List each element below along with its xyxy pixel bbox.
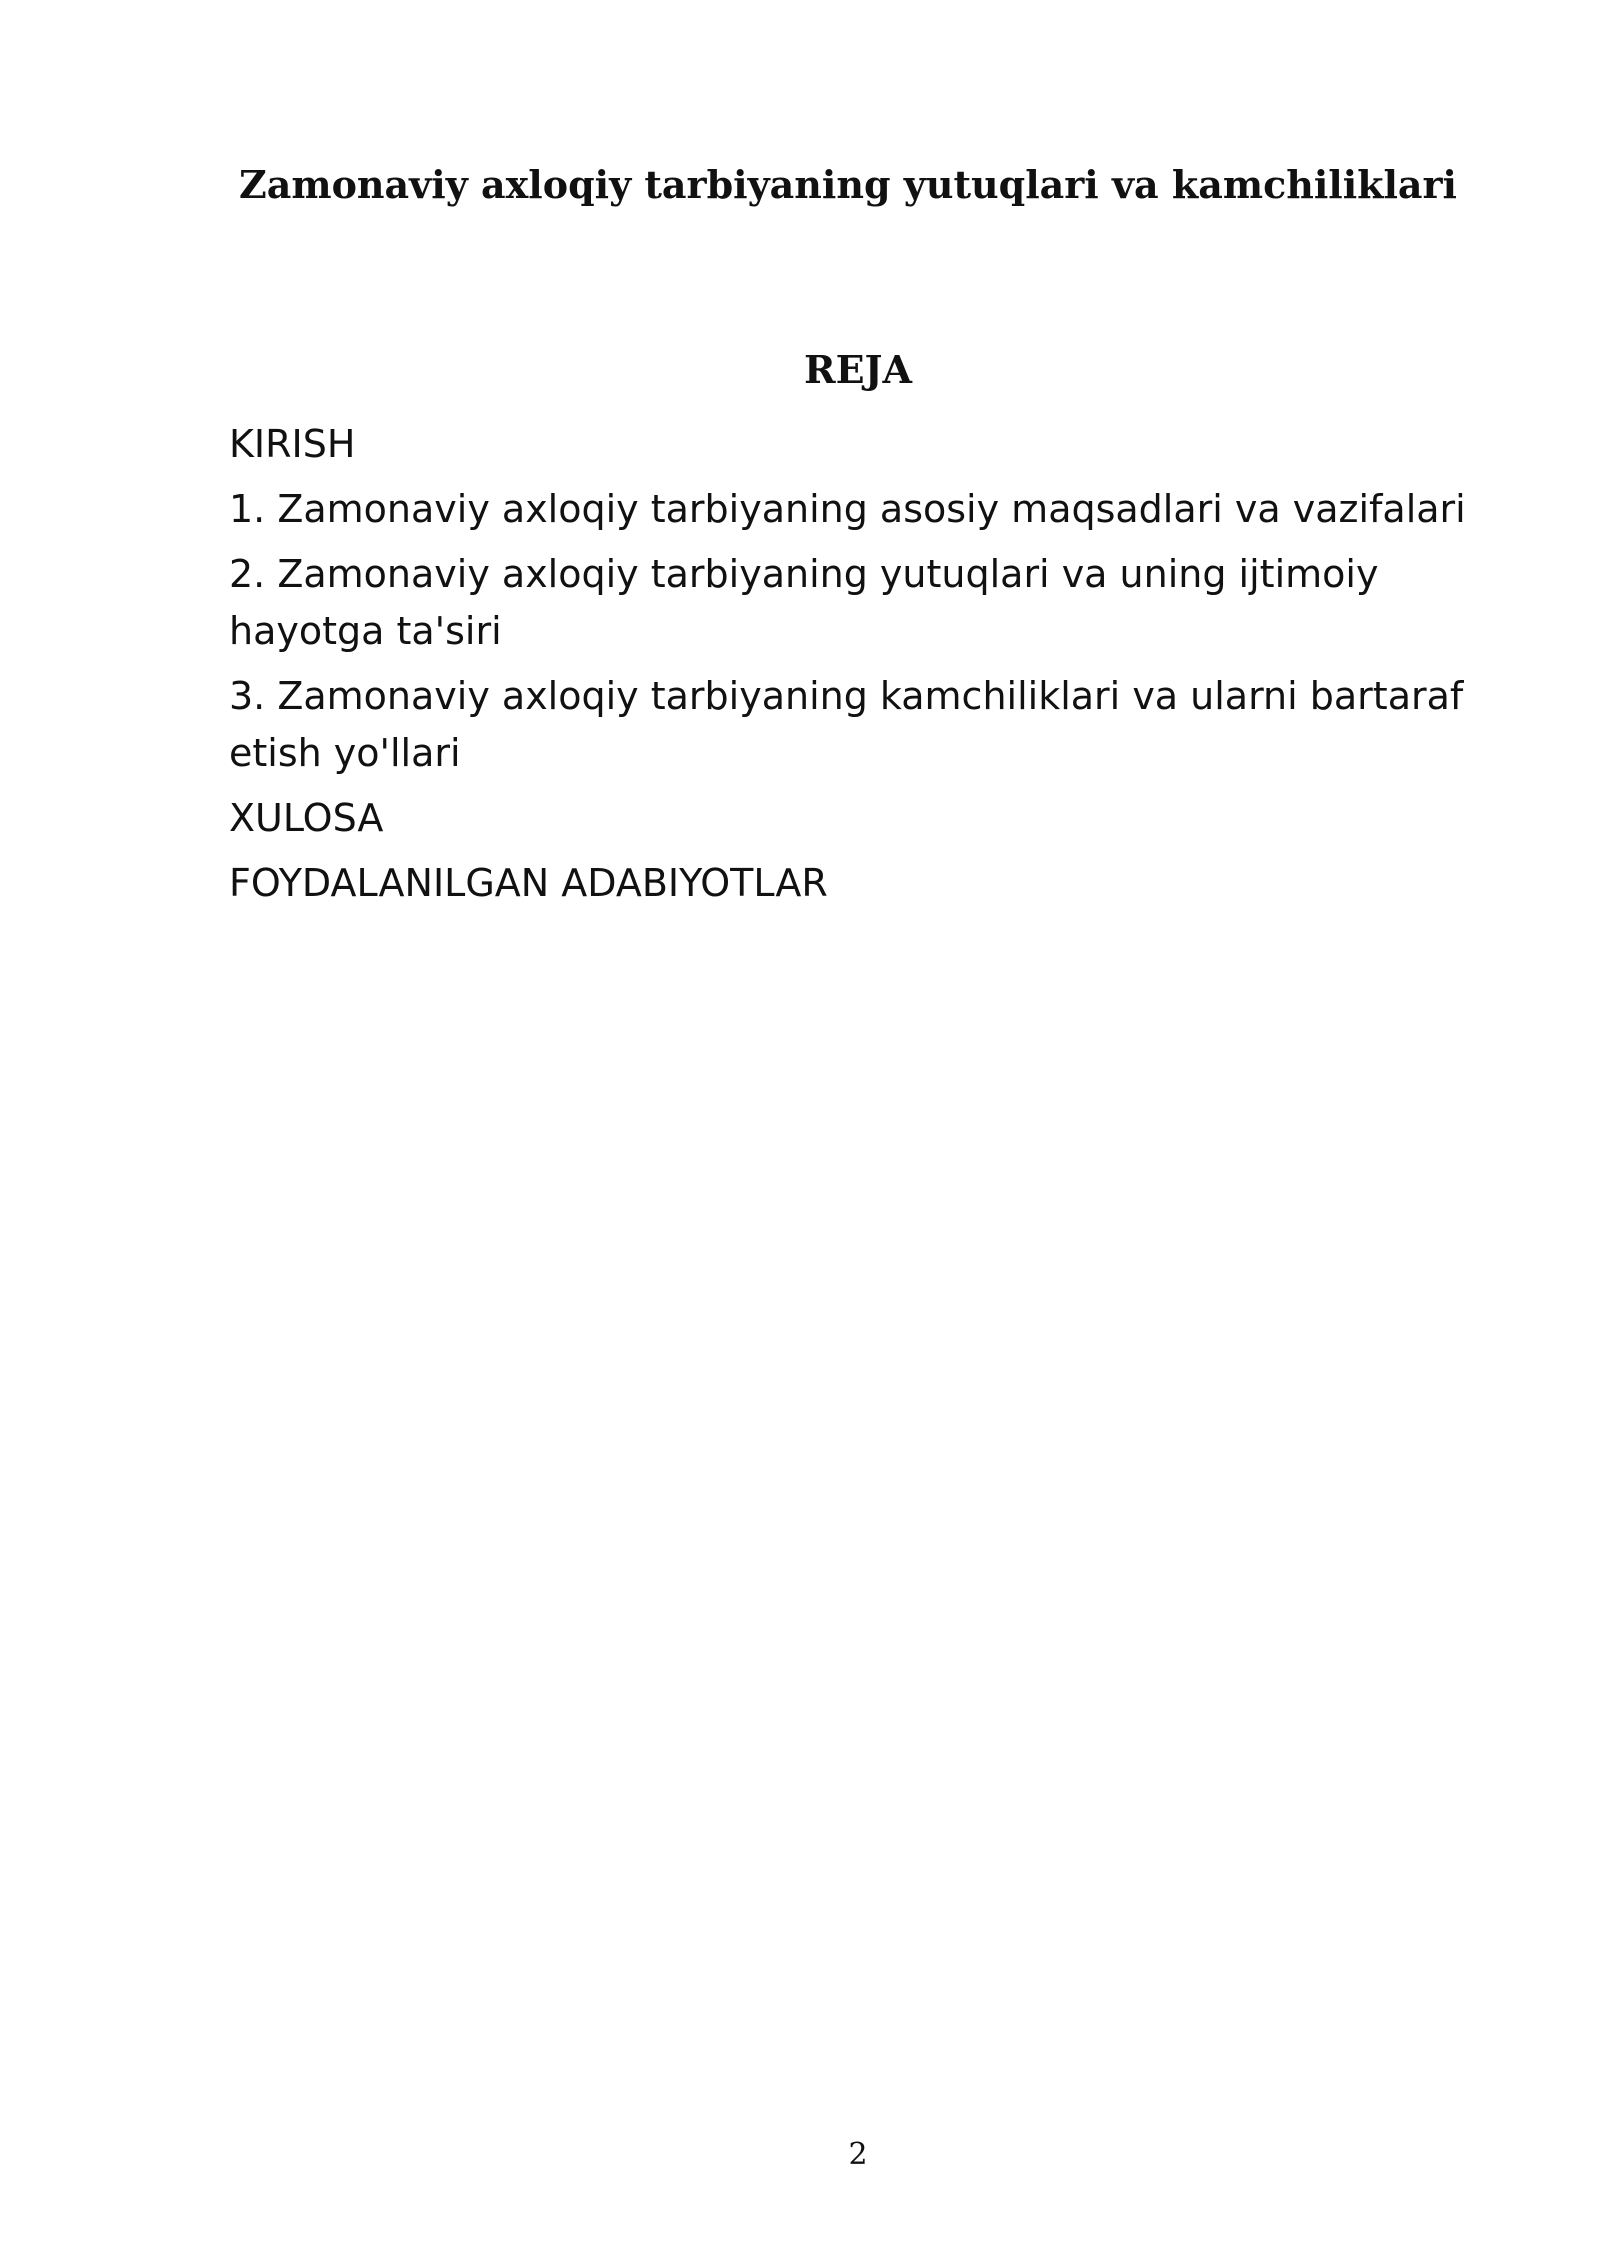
plan-heading: REJA bbox=[803, 347, 912, 392]
document-title-text: Zamonaviy axloqiy tarbiyaning yutuqlari va kamchiliklari bbox=[239, 162, 1457, 207]
page-number: 2 bbox=[848, 2137, 868, 2172]
plan-list bbox=[229, 416, 1539, 920]
plan-item-1: 1. Zamonaviy axloqiy tarbiyaning asosiy maqsadlari va vazifalari bbox=[229, 487, 1466, 531]
document-title bbox=[0, 160, 1600, 210]
plan-item-conclusion: XULOSA bbox=[229, 796, 384, 840]
plan-item-3: 3. Zamonaviy axloqiy tarbiyaning kamchiliklari va ularni bartaraf etish yo'llari bbox=[229, 674, 1464, 775]
plan-item-references: FOYDALANILGAN ADABIYOTLAR bbox=[229, 861, 828, 905]
plan-item-introduction: KIRISH bbox=[229, 422, 356, 466]
plan-item-2: 2. Zamonaviy axloqiy tarbiyaning yutuqlari va uning ijtimoiy hayotga ta'siri bbox=[229, 552, 1379, 653]
